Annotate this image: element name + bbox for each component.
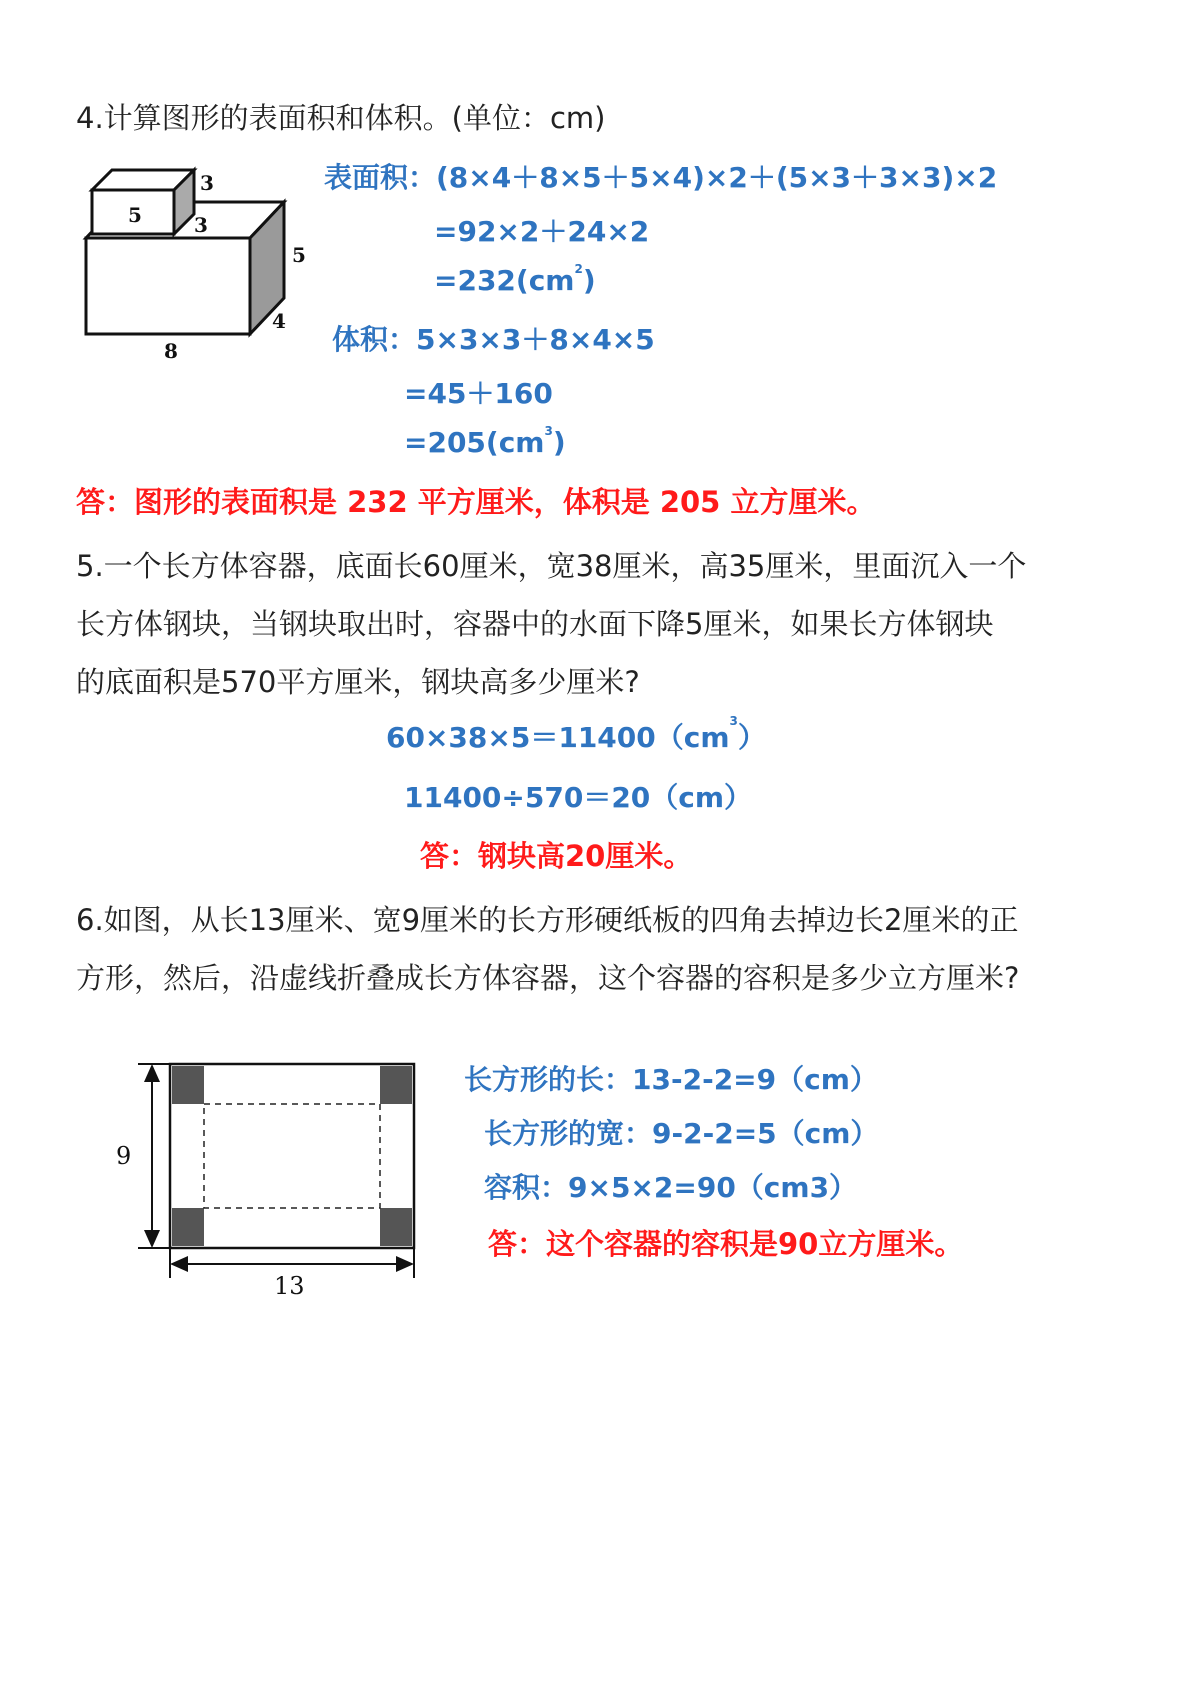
q4-volume-line1: 体积：5×3×3＋8×4×5	[332, 323, 655, 356]
label-width-9: 9	[116, 1142, 132, 1170]
label-big-length: 8	[164, 339, 178, 363]
label-small-height: 3	[200, 171, 214, 195]
corner-square-top-right	[380, 1066, 412, 1104]
q4-volume-line3	[404, 426, 566, 459]
label-big-height: 5	[292, 243, 306, 267]
corner-square-top-left	[172, 1066, 204, 1104]
q5-question-line1: 5.一个长方体容器，底面长60厘米，宽38厘米，高35厘米，里面沉入一个	[76, 549, 1027, 583]
q4-surface-line3	[434, 264, 596, 297]
label-length-13: 13	[274, 1272, 305, 1300]
label-big-depth: 4	[272, 309, 286, 333]
q5-answer: 答：钢块高20厘米。	[420, 839, 693, 873]
q4-question: 4.计算图形的表面积和体积。(单位：cm)	[76, 101, 606, 135]
q4-volume-line3-sup: 3	[544, 424, 553, 438]
big-box-front	[86, 238, 250, 334]
q5-question-line3: 的底面积是570平方厘米，钢块高多少厘米?	[76, 665, 640, 699]
q5-calc1-pre: 60×38×5＝11400（cm	[386, 721, 730, 754]
q6-figure-cardboard	[108, 1052, 428, 1302]
q6-calc3: 容积：9×5×2=90（cm3）	[484, 1171, 858, 1204]
q4-surface-line3-sup: 2	[574, 262, 583, 276]
q6-question-line2: 方形，然后，沿虚线折叠成长方体容器，这个容器的容积是多少立方厘米?	[76, 961, 1020, 995]
q4-volume-line3-pre: =205(cm	[404, 426, 545, 459]
q6-calc1: 长方形的长：13-2-2=9（cm）	[464, 1063, 878, 1096]
q5-calc1-post: ）	[737, 721, 766, 754]
label-small-front: 5	[128, 203, 142, 227]
corner-square-bottom-left	[172, 1208, 204, 1246]
q4-surface-line1: 表面积：(8×4＋8×5＋5×4)×2＋(5×3＋3×3)×2	[324, 161, 998, 194]
q6-question-line1: 6.如图，从长13厘米、宽9厘米的长方形硬纸板的四角去掉边长2厘米的正	[76, 903, 1019, 937]
q4-figure-cuboids	[76, 152, 312, 367]
q5-calc2: 11400÷570＝20（cm）	[404, 781, 753, 814]
q5-calc1-sup: 3	[729, 714, 738, 728]
q4-volume-line3-post: )	[552, 426, 566, 459]
label-small-depth: 3	[194, 213, 208, 237]
q4-surface-line3-post: )	[582, 264, 596, 297]
q5-calc1	[386, 716, 766, 756]
corner-square-bottom-right	[380, 1208, 412, 1246]
q4-surface-line2: =92×2＋24×2	[434, 215, 650, 248]
q5-question-line2: 长方体钢块，当钢块取出时，容器中的水面下降5厘米，如果长方体钢块	[76, 607, 994, 641]
cardboard-rect	[170, 1064, 414, 1248]
q4-answer: 答：图形的表面积是 232 平方厘米，体积是 205 立方厘米。	[76, 485, 876, 519]
q4-surface-line3-pre: =232(cm	[434, 264, 575, 297]
q4-volume-line2: =45＋160	[404, 377, 553, 410]
q6-answer: 答：这个容器的容积是90立方厘米。	[488, 1227, 964, 1261]
q6-calc2: 长方形的宽：9-2-2=5（cm）	[484, 1117, 879, 1150]
